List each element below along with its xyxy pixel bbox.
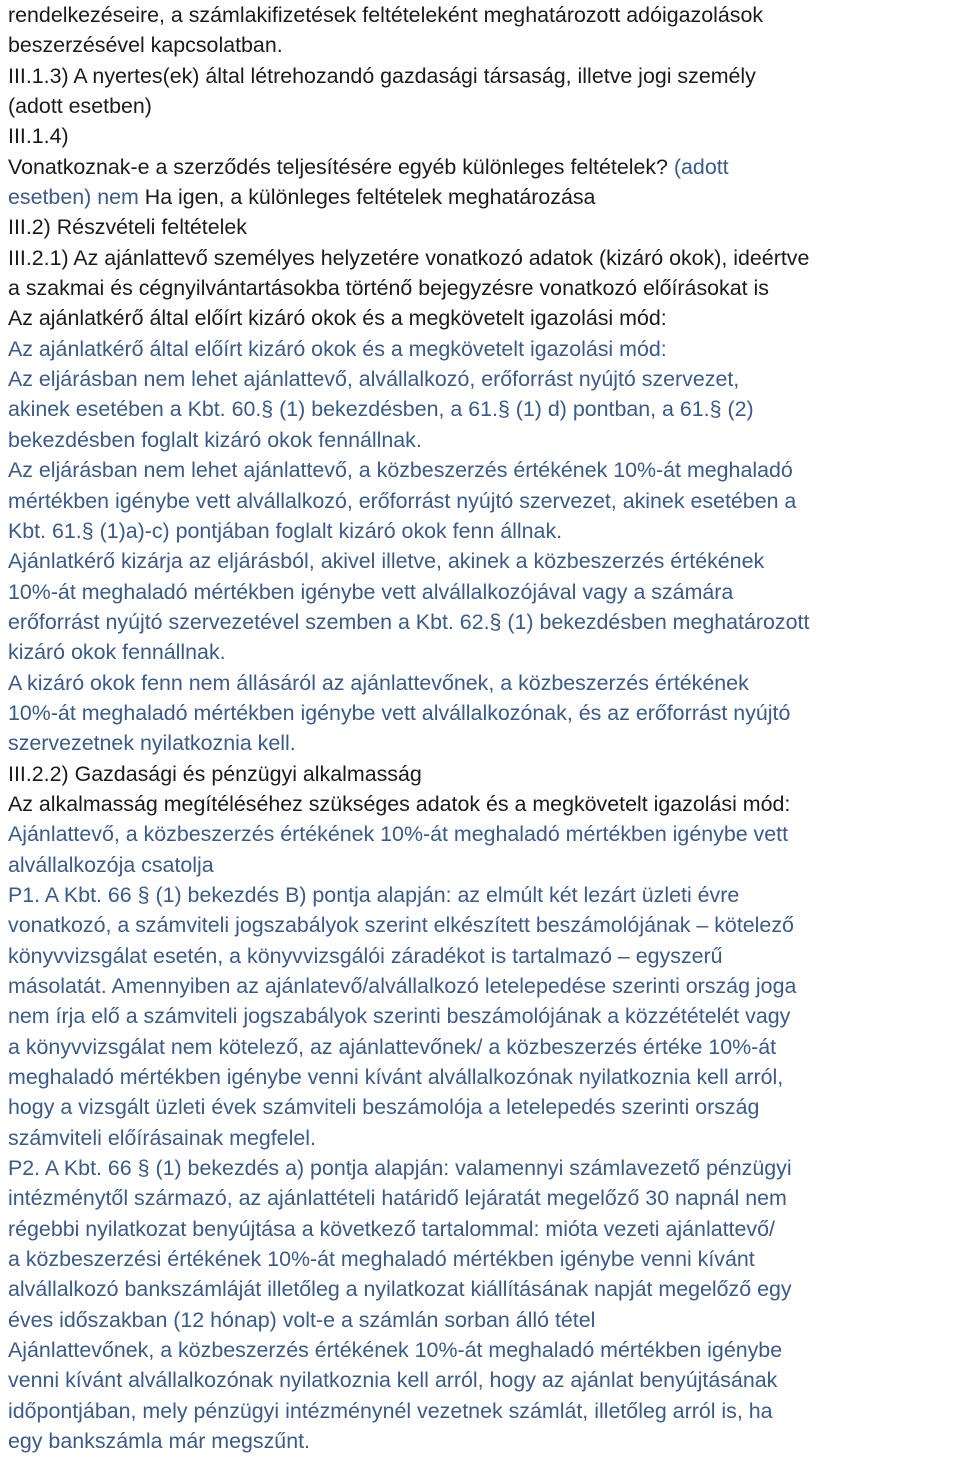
text-span: III.2) Részvételi feltételek [8, 215, 247, 240]
text-line [8, 1092, 956, 1122]
text-line [8, 971, 956, 1001]
text-line [8, 819, 956, 849]
text-span: egy bankszámla már megszűnt. [8, 1429, 310, 1454]
text-line [8, 1244, 956, 1274]
text-line [8, 1365, 956, 1395]
text-span: régebbi nyilatkozat benyújtása a következő tartalommal: mióta vezeti ajánlattevő/ [8, 1216, 775, 1241]
text-span: Ajánlatkérő kizárja az eljárásból, akivel illetve, akinek a közbeszerzés értékének [8, 549, 765, 574]
text-line [8, 516, 956, 546]
text-span: nem írja elő a számviteli jogszabályok szerinti beszámolójának a közzétételét vagy [8, 1004, 791, 1029]
text-span: a szakmai és cégnyilvántartásokba történő bejegyzésre vonatkozó előírásokat is [8, 276, 769, 301]
text-line [8, 1396, 956, 1426]
text-line [8, 394, 956, 424]
text-line [8, 1426, 956, 1456]
text-span: a könyvvizsgálat nem kötelező, az ajánlattevőnek/ a közbeszerzés értéke 10%-át [8, 1034, 777, 1059]
text-line [8, 334, 956, 364]
text-line [8, 1274, 956, 1304]
text-line [8, 1123, 956, 1153]
text-span: Az ajánlatkérő által előírt kizáró okok és a megkövetelt igazolási mód: [8, 336, 667, 361]
text-line [8, 243, 956, 273]
text-line [8, 637, 956, 667]
text-span: akinek esetében a Kbt. 60.§ (1) bekezdésben, a 61.§ (1) d) pontban, a 61.§ (2) [8, 397, 754, 422]
text-span: intézménytől származó, az ajánlattételi határidő lejáratát megelőző 30 napnál nem [8, 1186, 787, 1211]
text-line [8, 455, 956, 485]
text-span: vonatkozó, a számviteli jogszabályok szerint elkészített beszámolójának – kötelező [8, 913, 794, 938]
text-line [8, 668, 956, 698]
text-line [8, 182, 956, 212]
text-line [8, 880, 956, 910]
text-span: hogy a vizsgált üzleti évek számviteli beszámolója a letelepedés szerinti ország [8, 1095, 760, 1120]
text-span: 10%-át meghaladó mértékben igénybe vett alvállalkozónak, és az erőforrást nyújtó [8, 700, 791, 725]
text-span: számviteli előírásainak megfelel. [8, 1125, 316, 1150]
text-span: P1. A Kbt. 66 § (1) bekezdés B) pontja alapján: az elmúlt két lezárt üzleti évre [8, 882, 740, 907]
text-span: nem [97, 185, 145, 210]
text-span: (adott [673, 154, 729, 179]
text-span: rendelkezéseire, a számlakifizetések feltételeként meghatározott adóigazolások [8, 3, 764, 27]
text-span: szervezetnek nyilatkoznia kell. [8, 731, 296, 756]
text-span: III.2.1) Az ajánlattevő személyes helyzetére vonatkozó adatok (kizáró okok), ideértve [8, 245, 810, 270]
text-line [8, 1214, 956, 1244]
text-line [8, 364, 956, 394]
text-line [8, 698, 956, 728]
text-span: Ajánlattevőnek, a közbeszerzés értékének 10%-át meghaladó mértékben igénybe [8, 1338, 783, 1363]
text-line [8, 425, 956, 455]
text-span: másolatát. Amennyiben az ajánlatevő/alvállalkozó letelepedése szerinti ország joga [8, 974, 797, 998]
text-line [8, 1001, 956, 1031]
text-span: III.1.3) A nyertes(ek) által létrehozandó gazdasági társaság, illetve jogi személy [8, 63, 756, 88]
text-span: Kbt. 61.§ (1)a)-c) pontjában foglalt kizáró okok fenn állnak. [8, 518, 563, 543]
text-line [8, 577, 956, 607]
text-span: Az eljárásban nem lehet ajánlattevő, alvállalkozó, erőforrást nyújtó szervezet, [8, 367, 740, 392]
text-span: beszerzésével kapcsolatban. [8, 33, 283, 58]
text-line [8, 212, 956, 242]
text-line [8, 850, 956, 880]
text-span: III.2.2) Gazdasági és pénzügyi alkalmasság [8, 761, 422, 786]
text-span: alvállalkozó bankszámláját illetőleg a nyilatkozat kiállításának napját megelőző egy [8, 1277, 792, 1302]
text-line [8, 91, 956, 121]
text-line [8, 1183, 956, 1213]
text-line [8, 1305, 956, 1335]
text-line [8, 61, 956, 91]
text-span: esetben) [8, 185, 98, 210]
text-line [8, 728, 956, 758]
text-line [8, 1153, 956, 1183]
text-span: éves időszakban (12 hónap) volt-e a számlán sorban álló tétel [8, 1307, 596, 1332]
text-span: Ajánlattevő, a közbeszerzés értékének 10%-át meghaladó mértékben igénybe vett [8, 822, 789, 847]
text-span: bekezdésben foglalt kizáró okok fennállnak. [8, 427, 422, 452]
text-line [8, 486, 956, 516]
text-line [8, 0, 956, 30]
text-span: venni kívánt alvállalkozónak nyilatkoznia kell arról, hogy az ajánlat benyújtásának [8, 1368, 778, 1393]
text-span: A kizáró okok fenn nem állásáról az ajánlattevőnek, a közbeszerzés értékének [8, 670, 749, 695]
text-line [8, 910, 956, 940]
text-line [8, 1062, 956, 1092]
text-line [8, 1335, 956, 1365]
text-line [8, 273, 956, 303]
text-span: Ha igen, a különleges feltételek meghatározása [144, 185, 596, 210]
text-span: mértékben igénybe vett alvállalkozó, erőforrást nyújtó szervezet, akinek esetében a [8, 488, 797, 513]
text-span: Az ajánlatkérő által előírt kizáró okok és a megkövetelt igazolási mód: [8, 306, 667, 331]
text-span: Az alkalmasság megítéléséhez szükséges adatok és a megkövetelt igazolási mód: [8, 791, 791, 816]
text-line [8, 152, 956, 182]
text-line [8, 121, 956, 151]
text-span: Vonatkoznak-e a szerződés teljesítésére egyéb különleges feltételek? [8, 154, 674, 179]
text-line [8, 1032, 956, 1062]
text-span: a közbeszerzési értékének 10%-át meghaladó mértékben igénybe venni kívánt [8, 1247, 755, 1272]
text-span: alvállalkozója csatolja [8, 852, 214, 877]
text-span: kizáró okok fennállnak. [8, 640, 226, 665]
text-line [8, 607, 956, 637]
text-line [8, 759, 956, 789]
text-span: III.1.4) [8, 124, 69, 149]
text-span: időpontjában, mely pénzügyi intézménynél vezetnek számlát, illetőleg arról is, ha [8, 1398, 773, 1423]
text-span: Az eljárásban nem lehet ajánlattevő, a közbeszerzés értékének 10%-át meghaladó [8, 458, 793, 483]
text-span: meghaladó mértékben igénybe venni kívánt alvállalkozónak nyilatkoznia kell arról, [8, 1065, 784, 1090]
text-line [8, 789, 956, 819]
text-span: (adott esetben) [8, 94, 152, 119]
text-line [8, 30, 956, 60]
text-line [8, 546, 956, 576]
text-line [8, 941, 956, 971]
text-span: könyvvizsgálat esetén, a könyvvizsgálói záradékot is tartalmazó – egyszerű [8, 943, 723, 968]
text-span: erőforrást nyújtó szervezetével szemben a Kbt. 62.§ (1) bekezdésben meghatározott [8, 609, 810, 634]
text-line [8, 303, 956, 333]
text-span: P2. A Kbt. 66 § (1) bekezdés a) pontja alapján: valamennyi számlavezető pénzügyi [8, 1156, 792, 1181]
text-span: 10%-át meghaladó mértékben igénybe vett alvállalkozójával vagy a számára [8, 579, 734, 604]
